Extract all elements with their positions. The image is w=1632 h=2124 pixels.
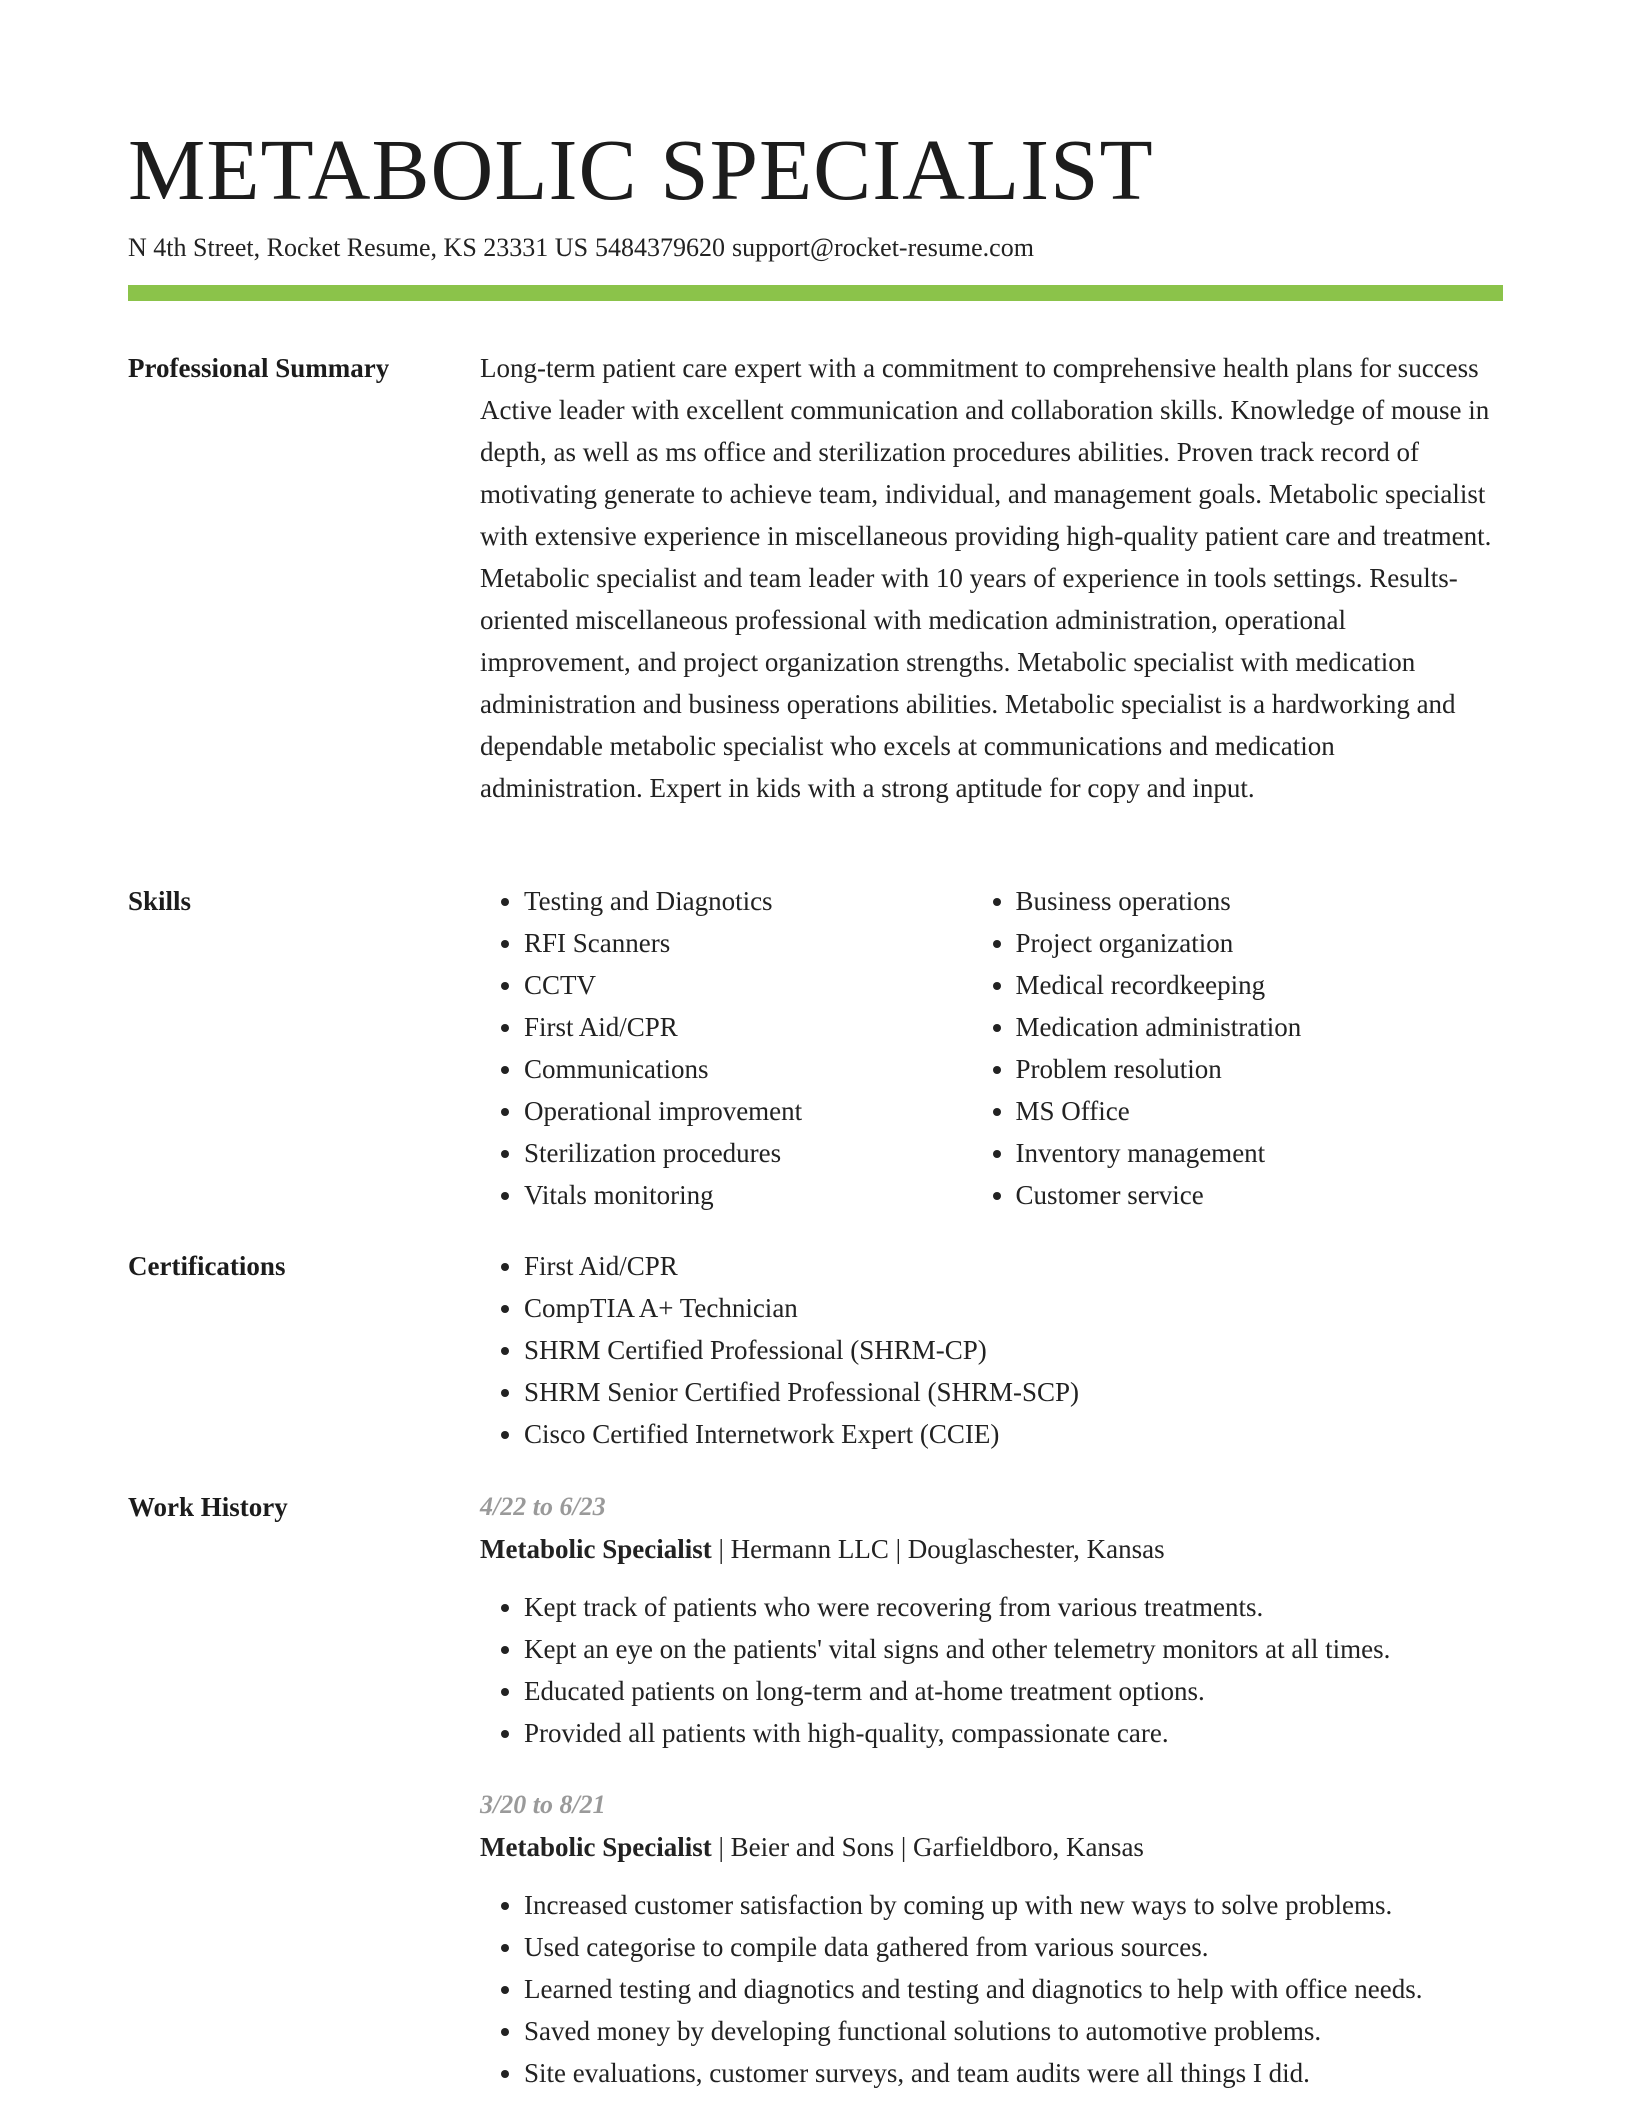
summary-body xyxy=(480,347,1503,809)
header-divider xyxy=(128,285,1503,301)
certifications-label: Certifications xyxy=(128,1251,286,1281)
certifications-list xyxy=(480,1245,1503,1455)
job-dates: 4/22 to 6/23 xyxy=(480,1492,606,1521)
certification-item: • SHRM Senior Certified Professional (SHRM-SCP) xyxy=(524,1371,1503,1413)
job-duty-item: • Increased customer satisfaction by coming up with new ways to solve problems. xyxy=(524,1884,1503,1926)
job-employer-location: | Beier and Sons | Garfieldboro, Kansas xyxy=(711,1832,1144,1862)
skill-item: • Business operations xyxy=(1016,880,1503,922)
contact-address: N 4th Street, Rocket Resume, KS 23331 US xyxy=(128,233,589,262)
job-entry xyxy=(480,1486,1503,1754)
certification-item: • CompTIA A+ Technician xyxy=(524,1287,1503,1329)
job-duty-item: • Learned testing and diagnotics and testing and diagnotics to help with office needs. xyxy=(524,1968,1503,2010)
job-title-line xyxy=(480,1826,1503,1868)
job-duty-item: • Educated patients on long-term and at-home treatment options. xyxy=(524,1670,1503,1712)
skills-label: Skills xyxy=(128,886,192,916)
job-duty-item: • Provided all patients with high-quality, compassionate care. xyxy=(524,1712,1503,1754)
job-title-line xyxy=(480,1528,1503,1570)
contact-phone: 5484379620 xyxy=(595,233,726,262)
job-entry xyxy=(480,1784,1503,2094)
job-dates: 3/20 to 8/21 xyxy=(480,1790,606,1819)
skill-item: • Medication administration xyxy=(1016,1006,1503,1048)
job-duties-list xyxy=(480,1586,1503,1754)
skills-column-2 xyxy=(972,880,1503,1216)
certifications-body xyxy=(480,1245,1503,1455)
skill-item: • Project organization xyxy=(1016,922,1503,964)
skill-item: • RFI Scanners xyxy=(524,922,972,964)
job-title: Metabolic Specialist xyxy=(480,1534,712,1564)
skill-item: • CCTV xyxy=(524,964,972,1006)
certification-item: • SHRM Certified Professional (SHRM-CP) xyxy=(524,1329,1503,1371)
resume-name: METABOLIC SPECIALIST xyxy=(128,121,1154,218)
skill-item: • Operational improvement xyxy=(524,1090,972,1132)
certification-item: • Cisco Certified Internetwork Expert (CCIE) xyxy=(524,1413,1503,1455)
job-duty-item: • Saved money by developing functional solutions to automotive problems. xyxy=(524,2010,1503,2052)
skill-item: • Sterilization procedures xyxy=(524,1132,972,1174)
skill-item: • Communications xyxy=(524,1048,972,1090)
skill-item: • Inventory management xyxy=(1016,1132,1503,1174)
work-history-label: Work History xyxy=(128,1492,288,1522)
summary-text: Long-term patient care expert with a commitment to comprehensive health plans for success Active leader with excellent communication and collaboration skills. Knowledge of mouse in depth, as well as ms office and sterilization procedures abilities. Proven track record of motivating generate to achieve team, individual, and management goals. Metabolic specialist with extensive experience in miscellaneous providing high-quality patient care and treatment. Metabolic specialist and team leader with 10 years of experience in tools settings. Results-oriented miscellaneous professional with medication administration, operational improvement, and project organization strengths. Metabolic specialist with medication administration and business operations abilities. Metabolic specialist is a hardworking and dependable metabolic specialist who excels at communications and medication administration. Expert in kids with a strong aptitude for copy and input. xyxy=(480,353,1492,803)
skill-item: • Problem resolution xyxy=(1016,1048,1503,1090)
job-duty-item: • Kept track of patients who were recovering from various treatments. xyxy=(524,1586,1503,1628)
skill-item: • Vitals monitoring xyxy=(524,1174,972,1216)
skill-item: • MS Office xyxy=(1016,1090,1503,1132)
certification-item: • First Aid/CPR xyxy=(524,1245,1503,1287)
summary-label: Professional Summary xyxy=(128,353,390,383)
job-duty-item: • Kept an eye on the patients' vital signs and other telemetry monitors at all times. xyxy=(524,1628,1503,1670)
skill-item: • Medical recordkeeping xyxy=(1016,964,1503,1006)
contact-line xyxy=(128,230,1041,266)
skill-item: • Testing and Diagnotics xyxy=(524,880,972,922)
skill-item: • Customer service xyxy=(1016,1174,1503,1216)
job-duties-list xyxy=(480,1884,1503,2094)
job-duty-item: • Site evaluations, customer surveys, and team audits were all things I did. xyxy=(524,2052,1503,2094)
contact-email: support@rocket-resume.com xyxy=(732,233,1034,262)
skills-column-1 xyxy=(480,880,972,1216)
job-employer-location: | Hermann LLC | Douglaschester, Kansas xyxy=(711,1534,1165,1564)
skills-body xyxy=(480,880,1503,1216)
skill-item: • First Aid/CPR xyxy=(524,1006,972,1048)
job-duty-item: • Used categorise to compile data gathered from various sources. xyxy=(524,1926,1503,1968)
job-title: Metabolic Specialist xyxy=(480,1832,712,1862)
work-history-body xyxy=(480,1486,1503,2124)
